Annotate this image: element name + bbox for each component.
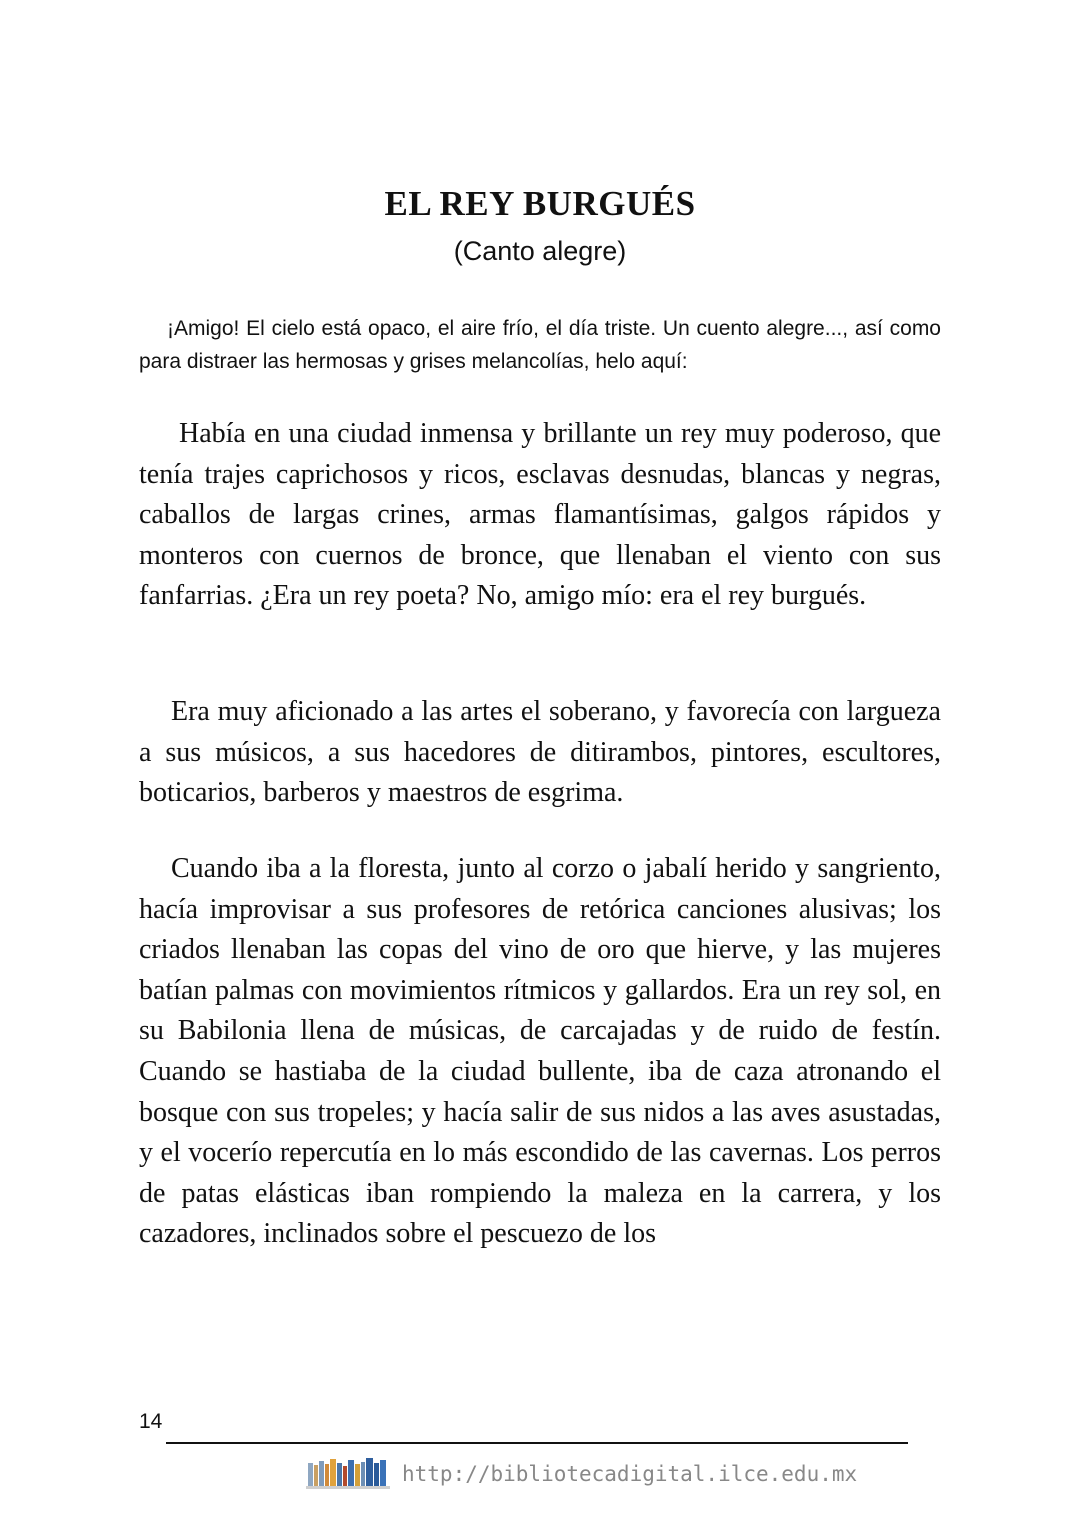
page-subtitle: (Canto alegre): [453, 236, 627, 266]
body-paragraph-2: Era muy aficionado a las artes el soberano, y favorecía con largueza a sus músicos, a sus hacedores de ditirambos, pintores, escultores, boticarios, barberos y maestros de esgrima.: [139, 696, 941, 809]
body-paragraph-3: Cuando iba a la floresta, junto al corzo o jabalí herido y sangriento, hacía improvisar a sus profesores de retórica canciones alusivas; los criados llenaban las copas del vino de oro que hierve, y las mujeres batían palmas con movimientos rítmicos y gallardos. Era un rey sol, en su Babilonia llena de músicas, de carcajadas y de ruido de festín. Cuando se hastiaba de la ciudad bullente, iba de caza atronando el bosque con sus tropeles; y hacía salir de sus nidos a las aves asustadas, y el vocerío repercutía en lo más escondido de las cavernas. Los perros de patas elásticas iban rompiendo la maleza en la carrera, y los cazadores, inclinados sobre el pescuezo de los: [139, 853, 941, 1250]
page-title: EL REY BURGUÉS: [384, 184, 696, 223]
books-icon: [306, 1455, 392, 1489]
footer-divider: [166, 1442, 908, 1444]
page-number: 14: [139, 1410, 163, 1433]
footer-url-link[interactable]: http://bibliotecadigital.ilce.edu.mx: [402, 1462, 858, 1486]
body-paragraph-1: Había en una ciudad inmensa y brillante un rey muy poderoso, que tenía trajes caprichosos y ricos, esclavas desnudas, blancas y negras, caballos de largas crines, armas flamantísimas, galgos rápidos y monteros con cuernos de bronce, que llenaban el viento con sus fanfarrias. ¿Era un rey poeta? No, amigo mío: era el rey burgués.: [139, 418, 941, 612]
intro-paragraph: ¡Amigo! El cielo está opaco, el aire frío, el día triste. Un cuento alegre..., así como para distraer las hermosas y grises melancolías, helo aquí:: [139, 317, 941, 373]
